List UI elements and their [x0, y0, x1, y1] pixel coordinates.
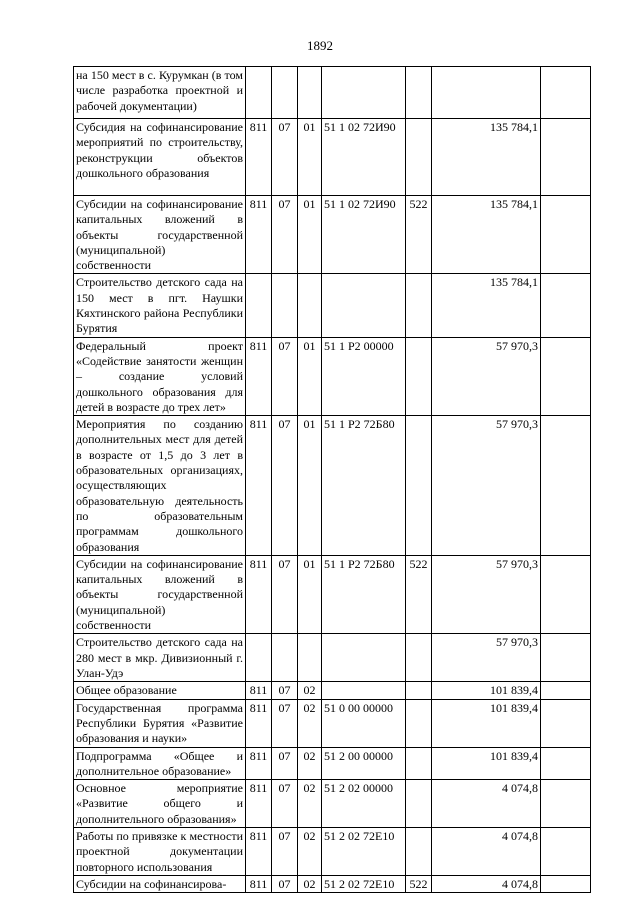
empty-cell: [541, 780, 591, 828]
item-name-cell: Мероприятия по созданию дополнительных мест для детей в возрасте от 1,5 до 3 лет в образовательных организациях, осуществляющих образовательную деятельность по образовательным программам дошкольного образования: [74, 416, 246, 556]
amount-cell: 4 074,8: [432, 827, 541, 875]
expense-type-cell: 522: [406, 875, 432, 892]
table-row: [74, 274, 591, 337]
amount-cell: 57 970,3: [432, 634, 541, 682]
empty-cell: [541, 416, 591, 556]
target-article-cell: 51 1 P2 00000: [322, 337, 406, 415]
ministry-code-cell: 811: [246, 196, 272, 274]
item-name-cell: на 150 мест в с. Курумкан (в том числе разработка проектной и рабочей документации): [74, 67, 246, 119]
empty-cell: [541, 196, 591, 274]
ministry-code-cell: 811: [246, 780, 272, 828]
empty-cell: [541, 274, 591, 337]
empty-cell: [541, 875, 591, 892]
table-row: [74, 875, 591, 892]
empty-cell: [541, 827, 591, 875]
table-row: [74, 699, 591, 747]
subsection-code-cell: 01: [298, 416, 322, 556]
amount-cell: 4 074,8: [432, 875, 541, 892]
empty-cell: [541, 337, 591, 415]
subsection-code-cell: 02: [298, 747, 322, 780]
target-article-cell: 51 2 02 00000: [322, 780, 406, 828]
item-name-cell: Основное мероприятие «Развитие общего и дополнительного образования»: [74, 780, 246, 828]
item-name-cell: Государственная программа Республики Бурятия «Развитие образования и науки»: [74, 699, 246, 747]
table-row: [74, 827, 591, 875]
amount-cell: 135 784,1: [432, 274, 541, 337]
table-row: [74, 67, 591, 119]
section-code-cell: 07: [272, 196, 298, 274]
subsection-code-cell: 01: [298, 196, 322, 274]
section-code-cell: 07: [272, 337, 298, 415]
subsection-code-cell: [298, 67, 322, 119]
section-code-cell: 07: [272, 416, 298, 556]
table-row: [74, 337, 591, 415]
target-article-cell: [322, 274, 406, 337]
expense-type-cell: [406, 119, 432, 196]
table-row: [74, 747, 591, 780]
ministry-code-cell: 811: [246, 119, 272, 196]
amount-cell: 135 784,1: [432, 119, 541, 196]
target-article-cell: 51 2 02 72Е10: [322, 827, 406, 875]
section-code-cell: 07: [272, 875, 298, 892]
target-article-cell: [322, 67, 406, 119]
amount-cell: 57 970,3: [432, 555, 541, 633]
section-code-cell: 07: [272, 555, 298, 633]
subsection-code-cell: 01: [298, 119, 322, 196]
ministry-code-cell: [246, 67, 272, 119]
target-article-cell: 51 1 P2 72Б80: [322, 416, 406, 556]
amount-cell: 57 970,3: [432, 416, 541, 556]
subsection-code-cell: 02: [298, 827, 322, 875]
amount-cell: 57 970,3: [432, 337, 541, 415]
empty-cell: [541, 699, 591, 747]
amount-cell: 135 784,1: [432, 196, 541, 274]
ministry-code-cell: 811: [246, 682, 272, 699]
ministry-code-cell: 811: [246, 827, 272, 875]
expense-type-cell: [406, 682, 432, 699]
subsection-code-cell: [298, 274, 322, 337]
ministry-code-cell: 811: [246, 416, 272, 556]
expense-type-cell: [406, 634, 432, 682]
table-row: [74, 634, 591, 682]
expense-type-cell: [406, 747, 432, 780]
subsection-code-cell: 02: [298, 682, 322, 699]
expense-type-cell: [406, 699, 432, 747]
expense-type-cell: [406, 416, 432, 556]
subsection-code-cell: 02: [298, 780, 322, 828]
item-name-cell: Субсидии на софинансирование капитальных вложений в объекты государственной (муниципальной) собственности: [74, 196, 246, 274]
empty-cell: [541, 682, 591, 699]
expense-type-cell: [406, 780, 432, 828]
page-number: 1892: [307, 38, 333, 53]
section-code-cell: 07: [272, 119, 298, 196]
empty-cell: [541, 67, 591, 119]
ministry-code-cell: 811: [246, 555, 272, 633]
amount-cell: 101 839,4: [432, 699, 541, 747]
ministry-code-cell: 811: [246, 875, 272, 892]
table-row: [74, 196, 591, 274]
ministry-code-cell: [246, 274, 272, 337]
expense-type-cell: 522: [406, 196, 432, 274]
table-row: [74, 682, 591, 699]
target-article-cell: 51 1 P2 72Б80: [322, 555, 406, 633]
item-name-cell: Субсидии на софинансирование капитальных вложений в объекты государственной (муниципальной) собственности: [74, 555, 246, 633]
empty-cell: [541, 634, 591, 682]
subsection-code-cell: 02: [298, 875, 322, 892]
empty-cell: [541, 555, 591, 633]
section-code-cell: [272, 67, 298, 119]
table-row: [74, 416, 591, 556]
section-code-cell: 07: [272, 747, 298, 780]
subsection-code-cell: 02: [298, 699, 322, 747]
table-row: [74, 555, 591, 633]
budget-table: [73, 66, 591, 893]
empty-cell: [541, 747, 591, 780]
item-name-cell: Строительство детского сада на 150 мест в пгт. Наушки Кяхтинского района Республики Бурятия: [74, 274, 246, 337]
ministry-code-cell: 811: [246, 747, 272, 780]
expense-type-cell: [406, 67, 432, 119]
item-name-cell: Субсидии на софинансирова-: [74, 875, 246, 892]
empty-cell: [541, 119, 591, 196]
section-code-cell: [272, 274, 298, 337]
expense-type-cell: 522: [406, 555, 432, 633]
section-code-cell: 07: [272, 827, 298, 875]
ministry-code-cell: 811: [246, 337, 272, 415]
item-name-cell: Федеральный проект «Содействие занятости женщин – создание условий дошкольного образования для детей в возрасте до трех лет»: [74, 337, 246, 415]
amount-cell: [432, 67, 541, 119]
ministry-code-cell: 811: [246, 699, 272, 747]
target-article-cell: 51 2 02 72Е10: [322, 875, 406, 892]
expense-type-cell: [406, 274, 432, 337]
section-code-cell: [272, 634, 298, 682]
expense-type-cell: [406, 827, 432, 875]
target-article-cell: [322, 682, 406, 699]
item-name-cell: Подпрограмма «Общее и дополнительное образование»: [74, 747, 246, 780]
table-row: [74, 119, 591, 196]
section-code-cell: 07: [272, 682, 298, 699]
item-name-cell: Строительство детского сада на 280 мест в мкр. Дивизионный г. Улан-Удэ: [74, 634, 246, 682]
ministry-code-cell: [246, 634, 272, 682]
item-name-cell: Работы по привязке к местности проектной документации повторного использования: [74, 827, 246, 875]
table-row: [74, 780, 591, 828]
section-code-cell: 07: [272, 780, 298, 828]
section-code-cell: 07: [272, 699, 298, 747]
target-article-cell: 51 1 02 72И90: [322, 196, 406, 274]
subsection-code-cell: [298, 634, 322, 682]
target-article-cell: 51 0 00 00000: [322, 699, 406, 747]
item-name-cell: Субсидия на софинансирование мероприятий по строительству, реконструкции объектов дошкольного образования: [74, 119, 246, 196]
item-name-cell: Общее образование: [74, 682, 246, 699]
amount-cell: 101 839,4: [432, 682, 541, 699]
expense-type-cell: [406, 337, 432, 415]
target-article-cell: 51 2 00 00000: [322, 747, 406, 780]
amount-cell: 101 839,4: [432, 747, 541, 780]
target-article-cell: 51 1 02 72И90: [322, 119, 406, 196]
subsection-code-cell: 01: [298, 555, 322, 633]
target-article-cell: [322, 634, 406, 682]
amount-cell: 4 074,8: [432, 780, 541, 828]
subsection-code-cell: 01: [298, 337, 322, 415]
